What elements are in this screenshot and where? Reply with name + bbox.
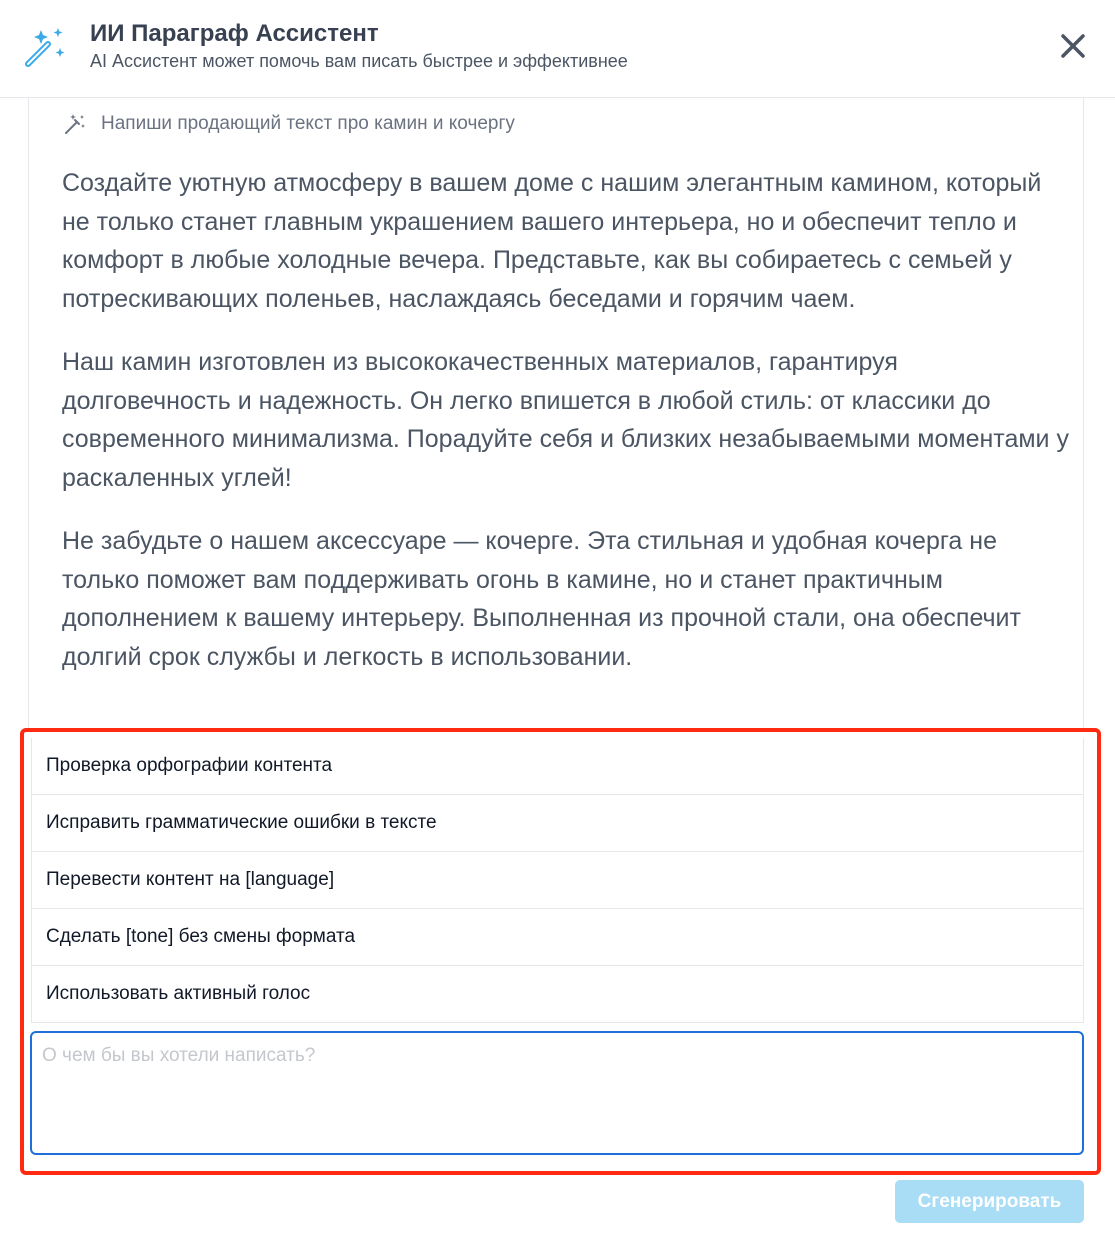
suggestion-translate[interactable]: Перевести контент на [language] (32, 852, 1083, 909)
user-prompt (63, 112, 515, 136)
suggestion-fix-grammar[interactable]: Исправить грамматические ошибки в тексте (32, 795, 1083, 852)
close-button[interactable] (1052, 27, 1094, 69)
close-icon[interactable] (1060, 33, 1086, 64)
suggestion-list (31, 738, 1084, 1023)
modal-title: ИИ Параграф Ассистент (90, 20, 379, 47)
generated-text (62, 164, 1072, 701)
prompt-text: Напиши продающий текст про камин и кочергу (101, 113, 515, 134)
suggestion-active-voice[interactable]: Использовать активный голос (32, 966, 1083, 1023)
magic-wand-icon (63, 112, 87, 136)
response-area (28, 98, 1084, 730)
suggestion-spellcheck[interactable]: Проверка орфографии контента (32, 738, 1083, 795)
modal-header (0, 0, 1115, 98)
modal-subtitle: AI Ассистент может помочь вам писать быстрее и эффективнее (90, 51, 628, 71)
generate-button[interactable]: Сгенерировать (895, 1180, 1084, 1223)
prompt-input[interactable] (32, 1033, 1082, 1153)
answer-paragraph: Создайте уютную атмосферу в вашем доме с нашим элегантным камином, который не только станет главным украшением вашего интерьера, но и обеспечит тепло и комфорт в любые холодные вечера. Представьте, как вы собираетесь с семьей у потрескивающих поленьев, наслаждаясь беседами и горячим чаем. (62, 169, 1042, 313)
magic-wand-icon (22, 24, 68, 70)
prompt-input-wrapper (30, 1031, 1084, 1155)
answer-paragraph: Наш камин изготовлен из высококачественных материалов, гарантируя долговечность и надежность. Он легко впишется в любой стиль: от классики до современного минимализма. Порадуйте себя и близких незабываемыми моментами у раскаленных углей! (62, 348, 1069, 492)
suggestion-change-tone[interactable]: Сделать [tone] без смены формата (32, 909, 1083, 966)
answer-paragraph: Не забудьте о нашем аксессуаре — кочерге. Эта стильная и удобная кочерга не только поможет вам поддерживать огонь в камине, но и станет практичным дополнением к вашему интерьеру. Выполненная из прочной стали, она обеспечит долгий срок службы и легкость в использовании. (62, 527, 1021, 671)
